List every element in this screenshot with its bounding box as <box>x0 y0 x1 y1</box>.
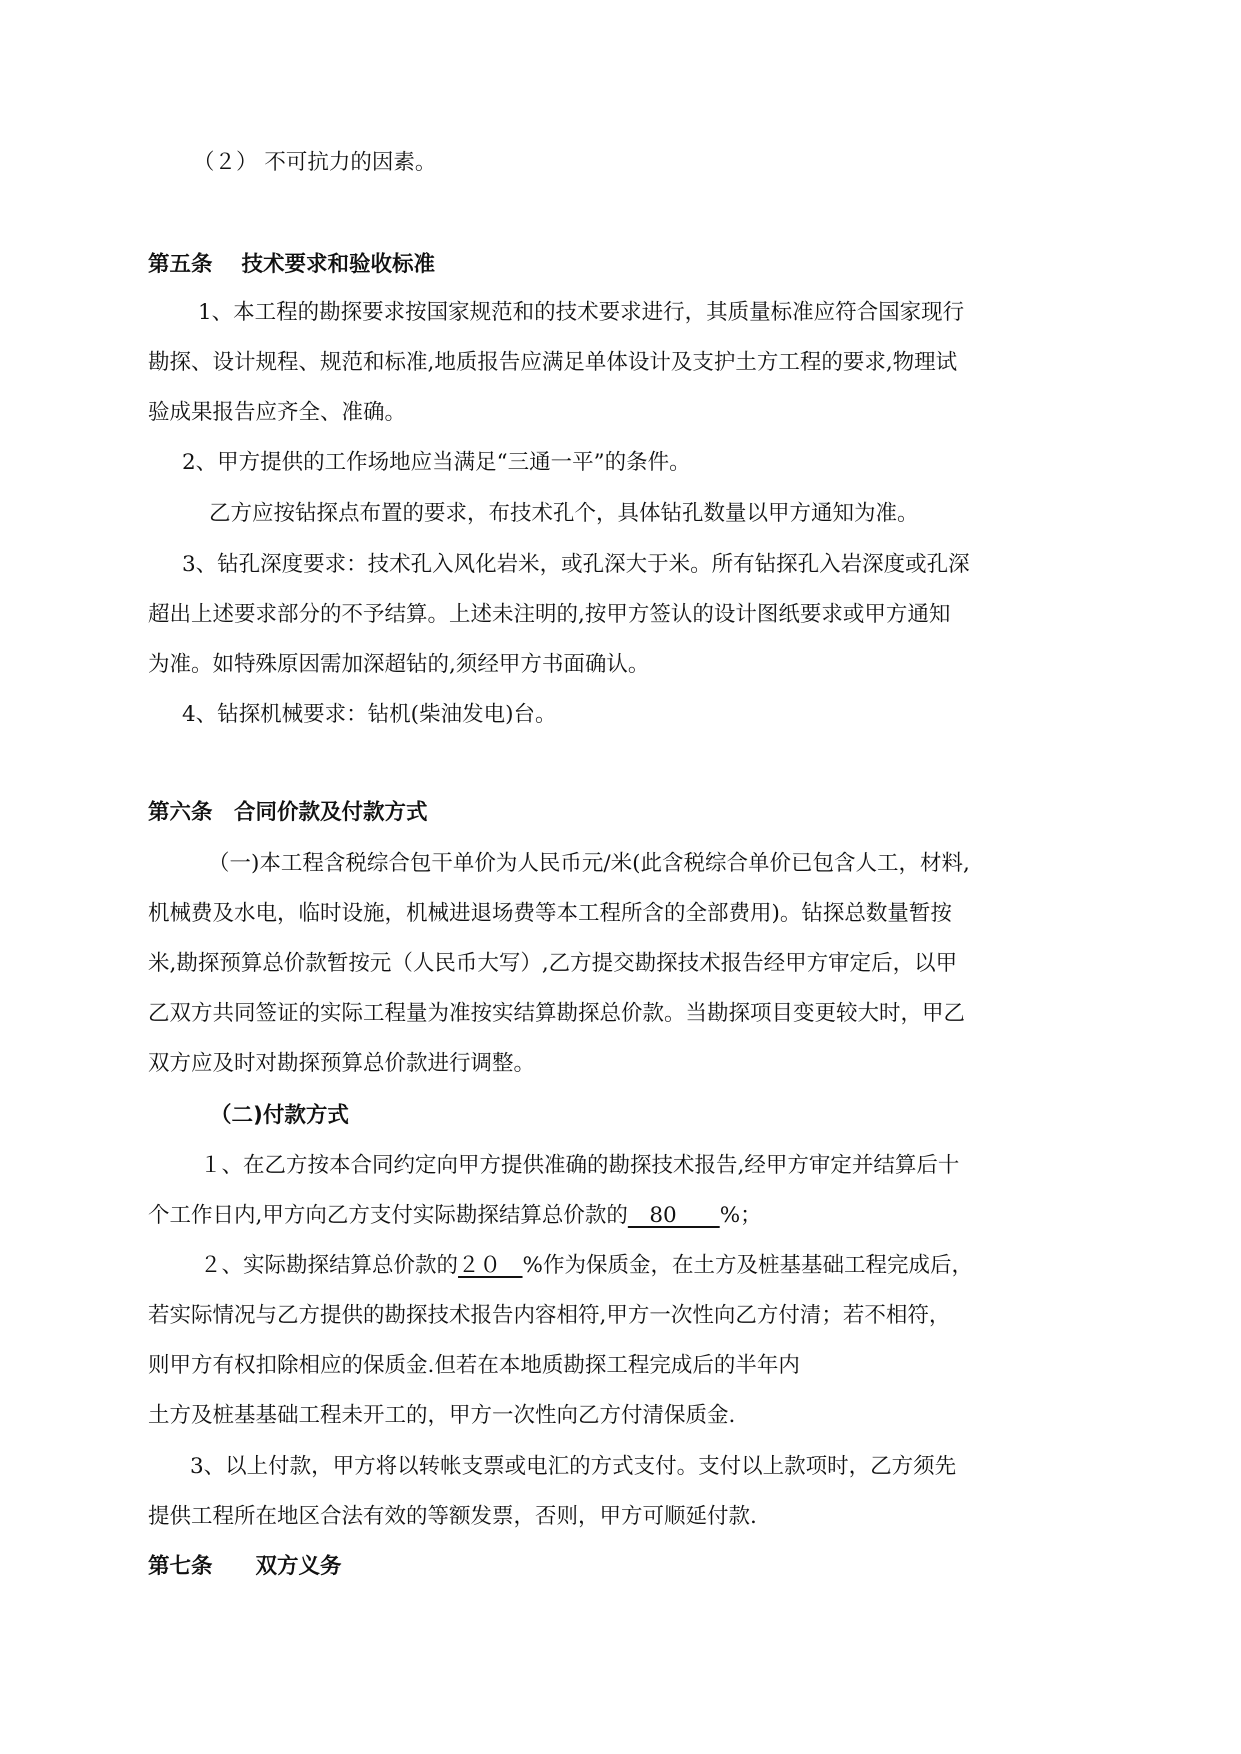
paragraph-line: 乙方应按钻探点布置的要求，布技术孔个，具体钻孔数量以甲方通知为准。 <box>209 501 919 526</box>
paragraph-line: 为准。如特殊原因需加深超钻的,须经甲方书面确认。 <box>148 652 650 677</box>
paragraph-line: （一)本工程含税综合包干单价为人民币元/米(此含税综合单价已包含人工，材料, <box>208 851 970 876</box>
paragraph-line <box>200 1253 973 1279</box>
paragraph-line: 勘探、设计规程、规范和标准,地质报告应满足单体设计及支护土方工程的要求,物理试 <box>148 350 958 375</box>
paragraph-line: 若实际情况与乙方提供的勘探技术报告内容相符,甲方一次性向乙方付清；若不相符， <box>148 1303 951 1328</box>
paragraph-line: 验成果报告应齐全、准确。 <box>148 400 407 425</box>
paragraph-line: 提供工程所在地区合法有效的等额发票，否则，甲方可顺延付款. <box>148 1504 757 1529</box>
force-majeure-item: （２） 不可抗力的因素。 <box>193 150 437 175</box>
paragraph-line: 乙双方共同签证的实际工程量为准按实结算勘探总价款。当勘探项目变更较大时，甲乙 <box>148 1001 966 1026</box>
paragraph-line: 1、本工程的勘探要求按国家规范和的技术要求进行，其质量标准应符合国家现行 <box>198 300 965 325</box>
section-7-heading: 第七条 双方义务 <box>148 1554 342 1579</box>
paragraph-line: 机械费及水电，临时设施，机械进退场费等本工程所含的全部费用)。钻探总数量暂按 <box>148 901 952 926</box>
line-text: 个工作日内,甲方向乙方支付实际勘探结算总价款的 <box>148 1203 628 1228</box>
paragraph-line: 土方及桩基基础工程未开工的，甲方一次性向乙方付清保质金. <box>148 1403 736 1428</box>
paragraph-line: 超出上述要求部分的不予结算。上述未注明的,按甲方签认的设计图纸要求或甲方通知 <box>148 602 951 627</box>
paragraph-line: 则甲方有权扣除相应的保质金.但若在本地质勘探工程完成后的半年内 <box>148 1353 800 1378</box>
section-6-heading: 第六条 合同价款及付款方式 <box>148 800 428 825</box>
paragraph-line: １、在乙方按本合同约定向甲方提供准确的勘探技术报告,经甲方审定并结算后十 <box>200 1153 960 1178</box>
paragraph-line <box>148 1203 762 1229</box>
section-5-heading: 第五条 技术要求和验收标准 <box>148 252 435 277</box>
paragraph-line: 双方应及时对勘探预算总价款进行调整。 <box>148 1051 536 1076</box>
paragraph-line: 3、以上付款，甲方将以转帐支票或电汇的方式支付。支付以上款项时，乙方须先 <box>190 1454 957 1479</box>
line-text: %； <box>719 1203 762 1228</box>
retention-percentage-blank: ２０ <box>458 1253 523 1278</box>
payment-percentage-blank: 80 <box>627 1203 720 1228</box>
payment-method-subheading: （二)付款方式 <box>210 1103 349 1128</box>
line-text: ２、实际勘探结算总价款的 <box>200 1253 459 1278</box>
paragraph-line: 米,勘探预算总价款暂按元（人民币大写）,乙方提交勘探技术报告经甲方审定后，以甲 <box>148 951 958 976</box>
paragraph-line: 3、钻孔深度要求：技术孔入风化岩米，或孔深大于米。所有钻探孔入岩深度或孔深 <box>182 552 970 577</box>
paragraph-line: 4、钻探机械要求：钻机(柴油发电)台。 <box>182 702 557 727</box>
paragraph-line: 2、甲方提供的工作场地应当满足“三通一平”的条件。 <box>182 450 691 475</box>
line-text: %作为保质金，在土方及桩基基础工程完成后， <box>522 1253 973 1278</box>
